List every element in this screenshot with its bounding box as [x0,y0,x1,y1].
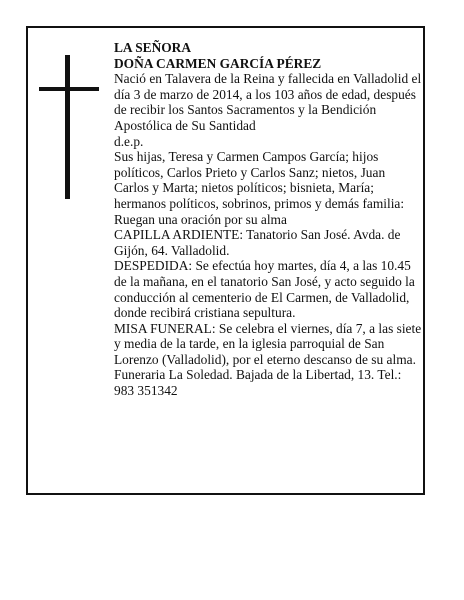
farewell-paragraph: DESPEDIDA: Se efectúa hoy martes, día 4, a las 10.45 de la mañana, en el tanatorio San José, y acto seguido la conducción al cementerio de El Carmen, de Valladolid, donde recibirá cristiana sepultura. [114,258,415,321]
birth-death-paragraph: Nació en Talavera de la Reina y fallecida en Valladolid el día 3 de marzo de 2014, a los 103 años de edad, después de recibir los Santos Sacramentos y la Bendición Apostólica de Su Santidad [114,71,422,133]
cross-horizontal-bar [39,87,99,91]
deceased-name: DOÑA CARMEN GARCÍA PÉREZ [114,55,322,71]
notice-title: LA SEÑORA [114,40,192,55]
funeral-home-paragraph: Funeraria La Soledad. Bajada de la Libertad, 13. Tel.: 983 351342 [114,367,402,399]
prayer-request: Ruegan una oración por su alma [114,211,287,227]
funeral-mass-paragraph: MISA FUNERAL: Se celebra el viernes, día 7, a las siete y media de la tarde, en la iglesia parroquial de San Lorenzo (Valladolid), por el eterno descanso de su alma. [114,320,422,367]
obituary-notice [26,26,425,495]
notice-text [114,40,422,399]
chapel-paragraph: CAPILLA ARDIENTE: Tanatorio San José. Avda. de Gijón, 64. Valladolid. [114,227,401,258]
dep-line: d.e.p. [114,133,144,149]
latin-cross-icon [39,55,99,199]
family-paragraph: Sus hijas, Teresa y Carmen Campos García; hijos políticos, Carlos Prieto y Carlos Sanz; nietos, Juan Carlos y Marta; nietos políticos; bisnieta, María; hermanos políticos, sobrinos, primos y demás familia: [114,149,405,211]
cross-vertical-bar [65,55,70,199]
